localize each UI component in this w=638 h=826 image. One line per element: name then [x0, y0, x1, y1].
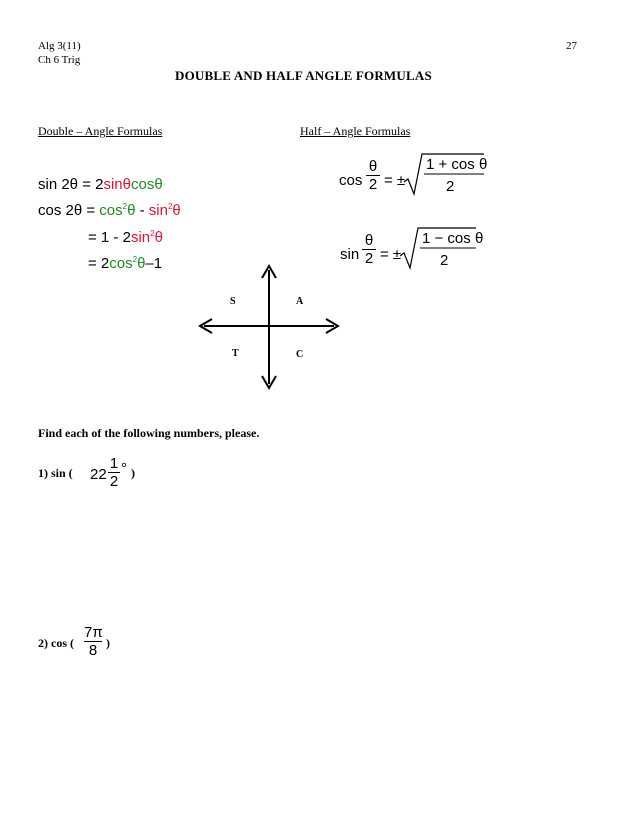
- half-sin-two: 2: [364, 250, 374, 267]
- chapter-label: Ch 6 Trig: [38, 54, 81, 66]
- half-cos-two: 2: [368, 176, 378, 193]
- alt2-rhs: –1: [145, 255, 163, 272]
- problem-1-close: ): [131, 466, 135, 480]
- half-angle-heading: Half – Angle Formulas: [300, 124, 411, 138]
- double-sin-term: sinθ: [103, 176, 131, 193]
- problem-1-fraction: [108, 455, 120, 490]
- double-cos-formula: [38, 202, 181, 219]
- problem-2-label: 2) cos (: [38, 636, 74, 650]
- problem-2-denominator: 8: [88, 642, 98, 659]
- problem-2-close: ): [106, 636, 110, 650]
- half-sin-pm: = ±: [380, 246, 402, 263]
- problem-1-label: 1) sin (: [38, 466, 73, 480]
- cos-squared-term: $\cos^2\theta$: [99, 202, 136, 219]
- alt1-lhs: = 1 - 2: [88, 229, 131, 246]
- course-label: Alg 3(11): [38, 40, 81, 52]
- double-angle-heading: Double – Angle Formulas: [38, 124, 163, 138]
- problems-intro: Find each of the following numbers, please.: [38, 426, 260, 440]
- half-cos-theta: θ: [368, 158, 378, 175]
- page-number: 27: [566, 40, 577, 52]
- half-cos-numerator: 1 + cos θ: [426, 156, 488, 173]
- half-cos-pm: = ±: [384, 172, 406, 189]
- problem-1-degree: °: [121, 460, 127, 477]
- problem-2-fraction: [84, 624, 102, 659]
- page-title: DOUBLE AND HALF ANGLE FORMULAS: [175, 68, 432, 83]
- half-cos-denominator: 2: [446, 178, 455, 195]
- problem-1-numerator: 1: [109, 455, 119, 472]
- problem-2-numerator: 7π: [84, 624, 103, 641]
- problem-1-denominator: 2: [109, 473, 119, 490]
- double-sin-lhs: sin 2θ = 2: [38, 176, 104, 193]
- half-sin-denominator: 2: [440, 252, 449, 269]
- quadrant-c: C: [296, 349, 304, 360]
- half-sin-theta: θ: [364, 232, 374, 249]
- double-cos-alt1: [88, 229, 163, 246]
- double-cos-lhs: cos 2θ =: [38, 202, 100, 219]
- double-sin-formula: [38, 176, 163, 193]
- half-cos-label: cos: [339, 172, 363, 189]
- half-cos-angle-fraction: [366, 158, 380, 193]
- half-sin-numerator: 1 − cos θ: [422, 230, 484, 247]
- half-sin-angle-fraction: [362, 232, 376, 267]
- problem-1-whole: 22: [90, 466, 107, 483]
- half-sin-label: sin: [340, 246, 360, 263]
- minus-sign: -: [135, 202, 149, 219]
- quadrant-a: A: [296, 296, 304, 307]
- double-cos-alt2: [88, 255, 162, 272]
- quadrant-s: S: [230, 296, 236, 307]
- alt2-lhs: = 2: [88, 255, 110, 272]
- sin-squared-term: $\sin^2\theta$: [148, 202, 181, 219]
- astc-axes: [196, 258, 342, 394]
- quadrant-t: T: [232, 348, 239, 359]
- double-cos-term: cosθ: [131, 176, 163, 193]
- alt1-sin-squared: $\sin^2\theta$: [130, 229, 163, 246]
- alt2-cos-squared: $\cos^2\theta$: [109, 255, 146, 272]
